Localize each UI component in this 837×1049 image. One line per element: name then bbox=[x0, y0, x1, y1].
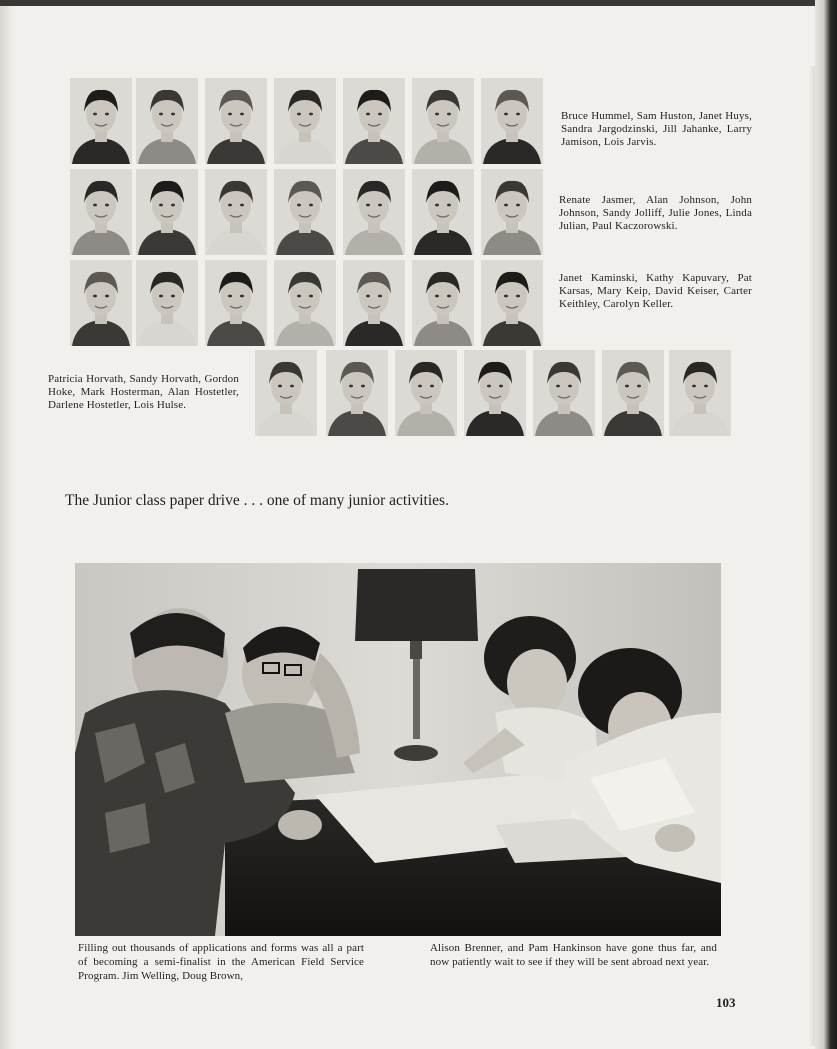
portrait bbox=[274, 169, 336, 255]
group-photo-image bbox=[75, 563, 721, 936]
portrait-photo bbox=[669, 350, 731, 436]
portrait bbox=[481, 169, 543, 255]
page-number: 103 bbox=[716, 995, 736, 1010]
row1-names: Bruce Hummel, Sam Huston, Janet Huys, Sandra Jargodzinski, Jill Jahanke, Larry Jamison, Lois Jarvis. bbox=[561, 110, 752, 149]
portrait bbox=[343, 78, 405, 164]
portrait-photo bbox=[136, 260, 198, 346]
portrait-photo bbox=[481, 169, 543, 255]
portrait-photo bbox=[274, 260, 336, 346]
portrait-photo bbox=[343, 260, 405, 346]
group-photo bbox=[75, 563, 721, 936]
portrait bbox=[343, 169, 405, 255]
portrait-photo bbox=[412, 260, 474, 346]
portrait-photo bbox=[412, 78, 474, 164]
portrait bbox=[412, 260, 474, 346]
portrait bbox=[274, 260, 336, 346]
portrait bbox=[70, 78, 132, 164]
portrait-photo bbox=[533, 350, 595, 436]
book-binding bbox=[815, 0, 837, 1049]
portrait-photo bbox=[255, 350, 317, 436]
portrait-photo bbox=[205, 169, 267, 255]
portrait-photo bbox=[326, 350, 388, 436]
portrait-photo bbox=[70, 78, 132, 164]
portrait bbox=[205, 169, 267, 255]
portrait bbox=[326, 350, 388, 436]
portrait bbox=[533, 350, 595, 436]
portrait-photo bbox=[70, 260, 132, 346]
portrait bbox=[395, 350, 457, 436]
portrait bbox=[412, 169, 474, 255]
portrait bbox=[136, 260, 198, 346]
photo-caption-left: Filling out thousands of applications and forms was all a part of becoming a semi-finalist in the American Field Service Program. Jim Welling, Doug Brown, bbox=[78, 942, 364, 982]
portrait-photo bbox=[464, 350, 526, 436]
yearbook-page bbox=[0, 6, 815, 1049]
portrait-photo bbox=[274, 78, 336, 164]
portrait bbox=[412, 78, 474, 164]
portrait bbox=[274, 78, 336, 164]
portrait-photo bbox=[343, 78, 405, 164]
row2-names: Renate Jasmer, Alan Johnson, John Johnson, Sandy Jolliff, Julie Jones, Linda Julian, Paul Kaczorowski. bbox=[559, 194, 752, 233]
portrait-photo bbox=[205, 78, 267, 164]
portrait bbox=[70, 169, 132, 255]
portrait-photo bbox=[136, 78, 198, 164]
portrait-photo bbox=[205, 260, 267, 346]
portrait-photo bbox=[136, 169, 198, 255]
portrait bbox=[343, 260, 405, 346]
photo-caption-right: Alison Brenner, and Pam Hankinson have gone thus far, and now patiently wait to see if they will be sent abroad next year. bbox=[430, 942, 717, 968]
row3-names: Janet Kaminski, Kathy Kapuvary, Pat Karsas, Mary Keip, David Keiser, Carter Keithley, Carolyn Keller. bbox=[559, 272, 752, 311]
portrait bbox=[205, 260, 267, 346]
portrait bbox=[255, 350, 317, 436]
portrait bbox=[481, 78, 543, 164]
portrait bbox=[136, 78, 198, 164]
portrait bbox=[602, 350, 664, 436]
portrait bbox=[481, 260, 543, 346]
portrait-photo bbox=[274, 169, 336, 255]
portrait-photo bbox=[343, 169, 405, 255]
portrait-photo bbox=[481, 78, 543, 164]
portrait bbox=[669, 350, 731, 436]
portrait-photo bbox=[481, 260, 543, 346]
portrait-photo bbox=[602, 350, 664, 436]
portrait bbox=[136, 169, 198, 255]
portrait-photo bbox=[412, 169, 474, 255]
portrait bbox=[205, 78, 267, 164]
portrait bbox=[70, 260, 132, 346]
row4-names: Patricia Horvath, Sandy Horvath, Gordon Hoke, Mark Hosterman, Alan Hostetler, Darlene Hostetler, Lois Hulse. bbox=[48, 373, 239, 412]
activity-caption: The Junior class paper drive . . . one of many junior activities. bbox=[65, 492, 449, 509]
portrait-photo bbox=[70, 169, 132, 255]
page-gutter-shadow bbox=[0, 6, 14, 1049]
portrait-photo bbox=[395, 350, 457, 436]
portrait bbox=[464, 350, 526, 436]
